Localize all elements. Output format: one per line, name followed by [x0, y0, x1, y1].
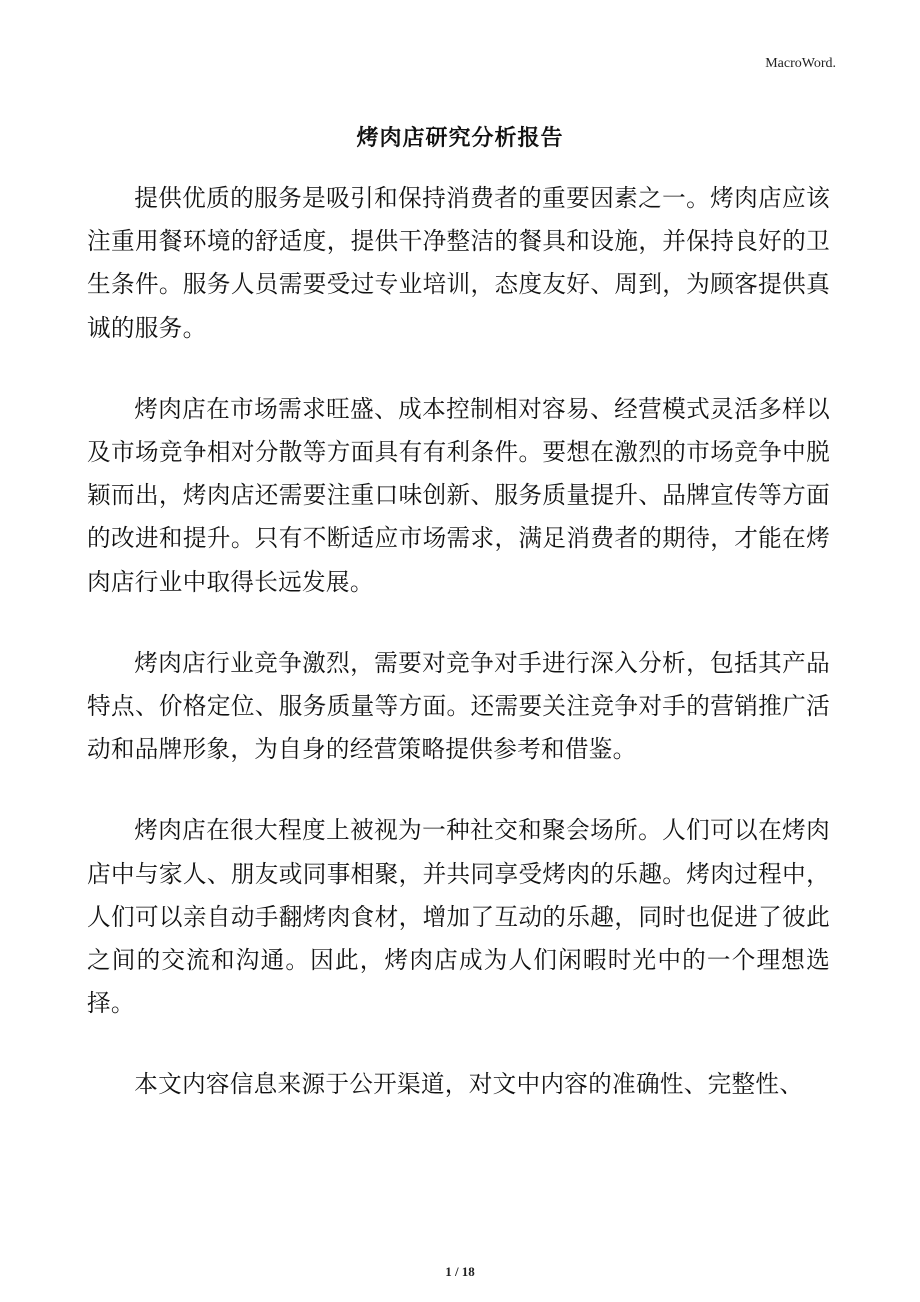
paragraph-2: 烤肉店在市场需求旺盛、成本控制相对容易、经营模式灵活多样以及市场竞争相对分散等方面具有有利条件。要想在激烈的市场竞争中脱颖而出，烤肉店还需要注重口味创新、服务质量提升、品牌宣传等方面的改进和提升。只有不断适应市场需求，满足消费者的期待，才能在烤肉店行业中取得长远发展。	[87, 394, 830, 596]
document-body	[87, 177, 830, 1145]
paragraph-3: 烤肉店行业竞争激烈，需要对竞争对手进行深入分析，包括其产品特点、价格定位、服务质量等方面。还需要关注竞争对手的营销推广活动和品牌形象，为自身的经营策略提供参考和借鉴。	[87, 648, 830, 764]
paragraph-4: 烤肉店在很大程度上被视为一种社交和聚会场所。人们可以在烤肉店中与家人、朋友或同事相聚，并共同享受烤肉的乐趣。烤肉过程中，人们可以亲自动手翻烤肉食材，增加了互动的乐趣，同时也促进了彼此之间的交流和沟通。因此，烤肉店成为人们闲暇时光中的一个理想选择。	[87, 816, 830, 1018]
header-brand: MacroWord.	[765, 56, 836, 71]
document-title: 烤肉店研究分析报告	[356, 126, 564, 151]
page-number: 1 / 18	[445, 1264, 475, 1279]
paragraph-5: 本文内容信息来源于公开渠道，对文中内容的准确性、完整性、	[134, 1070, 804, 1099]
paragraph-1: 提供优质的服务是吸引和保持消费者的重要因素之一。烤肉店应该注重用餐环境的舒适度，提供干净整洁的餐具和设施，并保持良好的卫生条件。服务人员需要受过专业培训，态度友好、周到，为顾客提供真诚的服务。	[87, 184, 830, 342]
